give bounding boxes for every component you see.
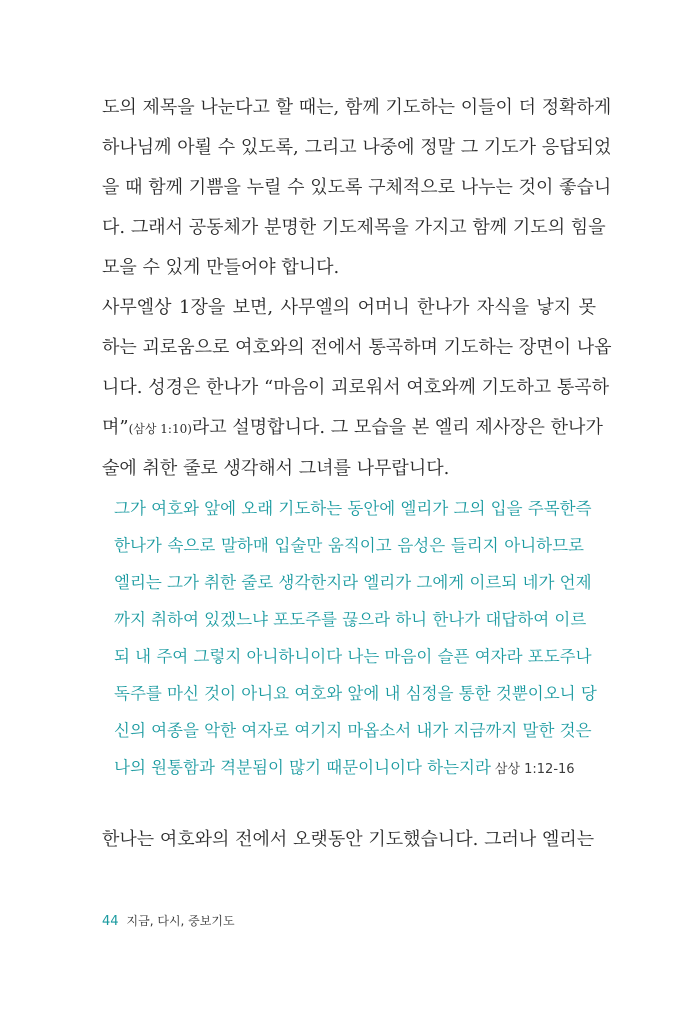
inline-reference: (삼상 1:10) — [128, 422, 192, 436]
text-line: 을 때 함께 기쁨을 누릴 수 있도록 구체적으로 나누는 것이 좋습니 — [102, 177, 612, 198]
quote-line: 엘리는 그가 취한 줄로 생각한지라 엘리가 그에게 이르되 네가 언제 — [114, 573, 592, 592]
paragraph-3 — [102, 820, 596, 860]
quote-line: 한나가 속으로 말하매 입술만 움직이고 음성은 들리지 아니하므로 — [114, 536, 584, 555]
paragraph-1 — [102, 88, 612, 288]
scripture-quote — [114, 490, 597, 788]
paragraph-2 — [102, 288, 612, 489]
quote-line: 까지 취하여 있겠느냐 포도주를 끊으라 하니 한나가 대답하여 이르 — [114, 610, 587, 629]
text-line: 하나님께 아뢸 수 있도록, 그리고 나중에 정말 그 기도가 응답되었 — [102, 137, 612, 158]
text-line — [102, 408, 603, 449]
quote-text: 나의 원통함과 격분됨이 많기 때문이니이다 하는지라 — [114, 758, 491, 777]
text-fragment: 며” — [102, 417, 129, 438]
quote-line — [114, 749, 584, 788]
text-line: 술에 취한 줄로 생각해서 그녀를 나무랍니다. — [102, 458, 450, 479]
text-fragment: 라고 설명합니다. 그 모습을 본 엘리 제사장은 한나가 — [191, 417, 603, 438]
page-number: 44 — [102, 914, 119, 929]
text-line: 도의 제목을 나눈다고 할 때는, 함께 기도하는 이들이 더 정확하게 — [102, 97, 612, 118]
text-line: 다. 그래서 공동체가 분명한 기도제목을 가지고 함께 기도의 힘을 — [102, 217, 606, 238]
quote-line: 되 내 주여 그렇지 아니하니이다 나는 마음이 슬픈 여자라 포도주나 — [114, 647, 592, 666]
text-line: 니다. 성경은 한나가 “마음이 괴로워서 여호와께 기도하고 통곡하 — [102, 377, 610, 398]
text-line: 모을 수 있게 만들어야 합니다. — [102, 257, 340, 278]
book-title: 지금, 다시, 중보기도 — [126, 914, 235, 928]
quote-line: 독주를 마신 것이 아니요 여호와 앞에 내 심정을 통한 것뿐이오니 당 — [114, 684, 597, 703]
quote-line: 그가 여호와 앞에 오래 기도하는 동안에 엘리가 그의 입을 주목한즉 — [114, 499, 592, 518]
text-line: 한나는 여호와의 전에서 오랫동안 기도했습니다. 그러나 엘리는 — [102, 829, 595, 850]
text-line: 사무엘상 1장을 보면, 사무엘의 어머니 한나가 자식을 낳지 못 — [102, 297, 596, 318]
page-footer — [102, 912, 235, 929]
text-line: 하는 괴로움으로 여호와의 전에서 통곡하며 기도하는 장면이 나옵 — [102, 337, 612, 358]
quote-line: 신의 여종을 악한 여자로 여기지 마옵소서 내가 지금까지 말한 것은 — [114, 721, 592, 740]
scripture-reference: 삼상 1:12-16 — [494, 762, 575, 777]
